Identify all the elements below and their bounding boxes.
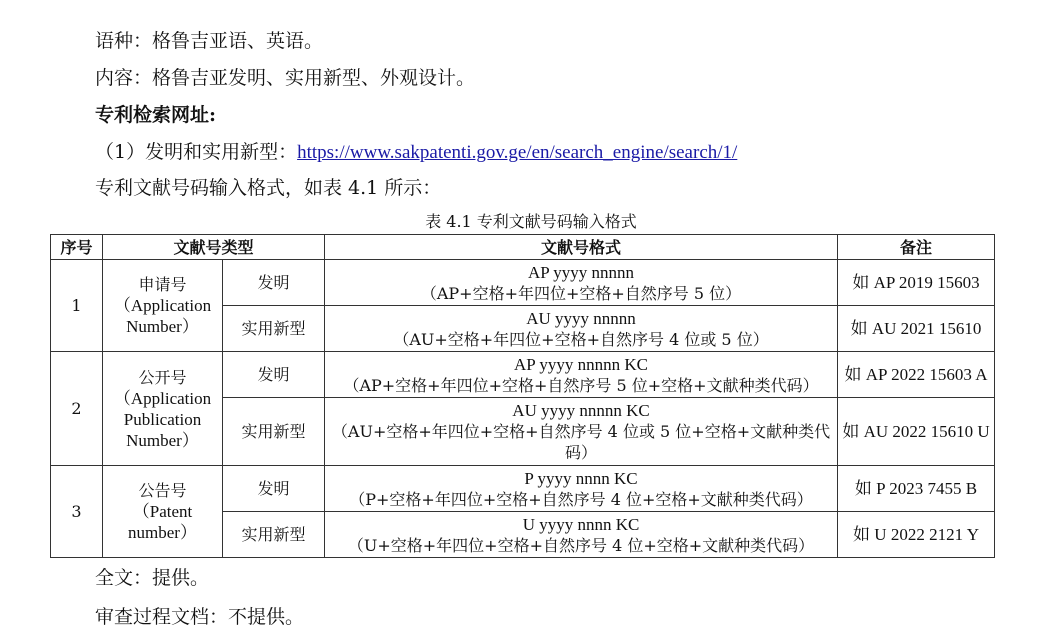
document-number-format-table xyxy=(50,234,995,558)
row-note: 如 AU 2022 15610 U xyxy=(838,398,995,466)
row-note: 如 AP 2022 15603 A xyxy=(838,352,995,398)
format-code: AU yyyy nnnnn xyxy=(526,308,636,328)
content-line: 内容：格鲁吉亚发明、实用新型、外观设计。 xyxy=(95,67,476,89)
group-type xyxy=(103,466,223,558)
format-desc: （AP+空格+年四位+空格+自然序号 5 位） xyxy=(420,283,742,303)
row-kind: 实用新型 xyxy=(223,306,325,352)
row-note: 如 U 2022 2121 Y xyxy=(838,512,995,558)
table-row xyxy=(51,466,995,512)
header-index: 序号 xyxy=(51,235,103,260)
format-code: AU yyyy nnnnn KC xyxy=(512,401,650,420)
row-note: 如 AP 2019 15603 xyxy=(838,260,995,306)
table-header-row xyxy=(51,235,995,260)
row-format xyxy=(325,398,838,466)
header-format: 文献号格式 xyxy=(325,235,838,260)
row-kind: 实用新型 xyxy=(223,512,325,558)
group-type-en: （Application Number） xyxy=(113,296,212,336)
format-intro-line: 专利文献号码输入格式，如表 4.1 所示： xyxy=(95,177,442,199)
row-format xyxy=(325,260,838,306)
header-type: 文献号类型 xyxy=(103,235,325,260)
format-code: P yyyy nnnn KC xyxy=(524,468,638,488)
format-desc: （P+空格+年四位+空格+自然序号 4 位+空格+文献种类代码） xyxy=(349,489,813,509)
row-note: 如 P 2023 7455 B xyxy=(838,466,995,512)
row-kind: 发明 xyxy=(223,466,325,512)
group-type xyxy=(103,260,223,352)
format-code: AP yyyy nnnnn KC xyxy=(514,354,648,374)
group-type-cn: 申请号 xyxy=(138,275,187,294)
group-type-en: （Application Publication Number） xyxy=(113,388,212,450)
format-desc: （AU+空格+年四位+空格+自然序号 4 位或 5 位） xyxy=(393,329,769,349)
format-code: U yyyy nnnn KC xyxy=(522,514,640,534)
search-item-1 xyxy=(95,140,737,165)
fulltext-line: 全文：提供。 xyxy=(95,567,210,589)
table-row xyxy=(51,352,995,398)
group-type-en: （Patent number） xyxy=(128,502,197,542)
format-code: AP yyyy nnnnn xyxy=(527,262,635,282)
search-heading: 专利检索网址: xyxy=(95,104,217,126)
format-desc: （AP+空格+年四位+空格+自然序号 5 位+空格+文献种类代码） xyxy=(343,375,819,395)
row-format xyxy=(325,512,838,558)
row-kind: 发明 xyxy=(223,260,325,306)
group-type-cn: 公告号 xyxy=(138,481,187,500)
row-kind: 实用新型 xyxy=(223,398,325,466)
group-index: 1 xyxy=(51,260,103,352)
format-desc: （AU+空格+年四位+空格+自然序号 4 位或 5 位+空格+文献种类代码） xyxy=(331,422,831,462)
table-caption: 表 4.1 专利文献号码输入格式 xyxy=(425,212,637,231)
group-type xyxy=(103,352,223,466)
row-note: 如 AU 2021 15610 xyxy=(838,306,995,352)
group-index: 3 xyxy=(51,466,103,558)
format-desc: （U+空格+年四位+空格+自然序号 4 位+空格+文献种类代码） xyxy=(347,535,815,555)
group-type-cn: 公开号 xyxy=(138,367,187,387)
group-index: 2 xyxy=(51,352,103,466)
exam-docs-line: 审查过程文档：不提供。 xyxy=(95,606,305,628)
sakpatenti-search-link[interactable]: https://www.sakpatenti.gov.ge/en/search_engine/search/1/ xyxy=(297,142,738,163)
row-format xyxy=(325,306,838,352)
row-format xyxy=(325,466,838,512)
row-format xyxy=(325,352,838,398)
row-kind: 发明 xyxy=(223,352,325,398)
table-row xyxy=(51,260,995,306)
header-note: 备注 xyxy=(838,235,995,260)
language-line: 语种：格鲁吉亚语、英语。 xyxy=(95,30,324,52)
search-item-1-label: （1）发明和实用新型： xyxy=(95,141,298,163)
